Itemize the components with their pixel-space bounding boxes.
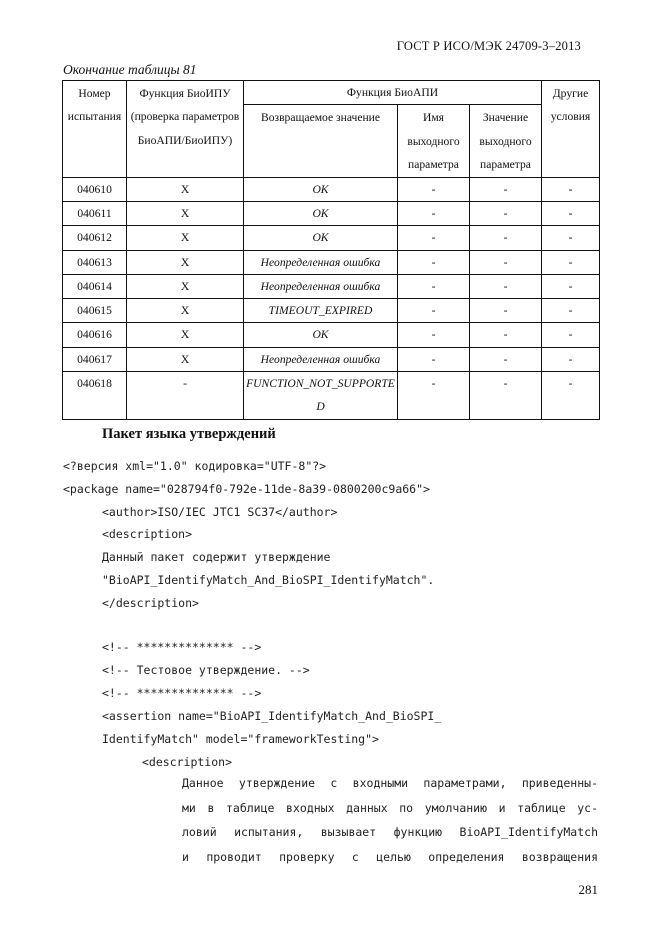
- cell-out-param-value: -: [470, 299, 542, 323]
- header-out-param-value: Значение выходного параметра: [470, 105, 542, 177]
- cell-other-conditions: -: [542, 250, 600, 274]
- prose-line: Данное утверждение с входными параметрами, приведенны-: [182, 776, 598, 790]
- cell-test-number: 040612: [63, 226, 127, 250]
- cell-bsp-function: -: [127, 372, 244, 420]
- cell-other-conditions: -: [542, 274, 600, 298]
- header-out-param-name: Имя выходного параметра: [398, 105, 470, 177]
- code-line: <!-- ************** -->: [102, 640, 262, 654]
- cell-test-number: 040611: [63, 201, 127, 225]
- table-row: [63, 250, 600, 274]
- cell-out-param-value: -: [470, 226, 542, 250]
- cell-test-number: 040616: [63, 323, 127, 347]
- table-row: [63, 323, 600, 347]
- code-line: Данный пакет содержит утверждение: [102, 550, 331, 564]
- cell-out-param-name: -: [398, 226, 470, 250]
- cell-return-value: Неопределенная ошибка: [244, 250, 398, 274]
- cell-out-param-value: -: [470, 201, 542, 225]
- cell-other-conditions: -: [542, 299, 600, 323]
- cell-bsp-function: X: [127, 177, 244, 201]
- cell-bsp-function: X: [127, 323, 244, 347]
- cell-out-param-value: -: [470, 250, 542, 274]
- cell-test-number: 040610: [63, 177, 127, 201]
- cell-return-value: OK: [244, 323, 398, 347]
- cell-bsp-function: X: [127, 347, 244, 371]
- code-line: <!-- Тестовое утверждение. -->: [102, 663, 310, 677]
- page-number: 281: [578, 882, 598, 897]
- table-row: [63, 347, 600, 371]
- cell-return-value: OK: [244, 226, 398, 250]
- header-return-value: Возвращаемое значение: [244, 105, 398, 177]
- results-table: [62, 80, 600, 420]
- table-row: [63, 226, 600, 250]
- prose-line: и проводит проверку с целью определения возвращения: [182, 849, 598, 864]
- cell-other-conditions: -: [542, 201, 600, 225]
- code-line: "BioAPI_IdentifyMatch_And_BioSPI_IdentifyMatch".: [102, 573, 435, 587]
- cell-out-param-name: -: [398, 177, 470, 201]
- code-line: <package name="028794f0-792e-11de-8a39-0800200c9a66">: [63, 482, 430, 496]
- code-line: <?версия xml="1.0" кодировка="UTF-8"?>: [63, 459, 327, 473]
- cell-return-value: Неопределенная ошибка: [244, 347, 398, 371]
- code-line: <author>ISO/IEC JTC1 SC37</author>: [102, 505, 338, 519]
- cell-other-conditions: -: [542, 177, 600, 201]
- cell-return-value: OK: [244, 201, 398, 225]
- cell-test-number: 040615: [63, 299, 127, 323]
- prose-line: ми в таблице входных данных по умолчанию и таблице ус-: [182, 800, 598, 815]
- cell-bsp-function: X: [127, 201, 244, 225]
- cell-out-param-name: -: [398, 274, 470, 298]
- cell-bsp-function: X: [127, 299, 244, 323]
- code-line: <assertion name="BioAPI_IdentifyMatch_And_BioSPI_: [102, 709, 442, 723]
- cell-out-param-name: -: [398, 201, 470, 225]
- header-test-number: Номер испытания: [63, 81, 127, 178]
- table-row: [63, 274, 600, 298]
- table-row: [63, 299, 600, 323]
- cell-test-number: 040617: [63, 347, 127, 371]
- cell-return-value: OK: [244, 177, 398, 201]
- cell-out-param-name: -: [398, 323, 470, 347]
- cell-other-conditions: -: [542, 372, 600, 420]
- document-header: ГОСТ Р ИСО/МЭК 24709-3–2013: [396, 39, 581, 53]
- code-line: <!-- ************** -->: [102, 686, 262, 700]
- cell-out-param-value: -: [470, 177, 542, 201]
- cell-other-conditions: -: [542, 226, 600, 250]
- cell-bsp-function: X: [127, 250, 244, 274]
- cell-out-param-value: -: [470, 323, 542, 347]
- cell-test-number: 040618: [63, 372, 127, 420]
- header-api-function: Функция БиоАПИ: [244, 81, 542, 105]
- section-title: Пакет языка утверждений: [102, 426, 276, 442]
- table-row: [63, 372, 600, 420]
- code-line: <description>: [142, 755, 233, 769]
- cell-test-number: 040613: [63, 250, 127, 274]
- header-bsp-function: Функция БиоИПУ (проверка параметров БиоАПИ/БиоИПУ): [127, 81, 244, 178]
- cell-out-param-value: -: [470, 372, 542, 420]
- cell-return-value: TIMEOUT_EXPIRED: [244, 299, 398, 323]
- header-other-conditions: Другие условия: [542, 81, 600, 178]
- cell-out-param-name: -: [398, 372, 470, 420]
- cell-other-conditions: -: [542, 347, 600, 371]
- cell-other-conditions: -: [542, 323, 600, 347]
- cell-test-number: 040614: [63, 274, 127, 298]
- code-line: <description>: [102, 527, 193, 541]
- cell-return-value: Неопределенная ошибка: [244, 274, 398, 298]
- cell-bsp-function: X: [127, 226, 244, 250]
- code-line: </description>: [102, 596, 199, 610]
- cell-return-value: FUNCTION_NOT_SUPPORTED: [244, 372, 398, 420]
- prose-line: ловий испытания, вызывает функцию BioAPI_IdentifyMatch: [182, 825, 598, 839]
- cell-out-param-name: -: [398, 299, 470, 323]
- code-line: IdentifyMatch" model="frameworkTesting">: [102, 732, 379, 746]
- cell-out-param-name: -: [398, 250, 470, 274]
- cell-out-param-value: -: [470, 274, 542, 298]
- table-row: [63, 177, 600, 201]
- table-row: [63, 201, 600, 225]
- assertion-description: [182, 771, 598, 869]
- cell-out-param-name: -: [398, 347, 470, 371]
- cell-out-param-value: -: [470, 347, 542, 371]
- cell-bsp-function: X: [127, 274, 244, 298]
- table-caption: Окончание таблицы 81: [63, 62, 197, 77]
